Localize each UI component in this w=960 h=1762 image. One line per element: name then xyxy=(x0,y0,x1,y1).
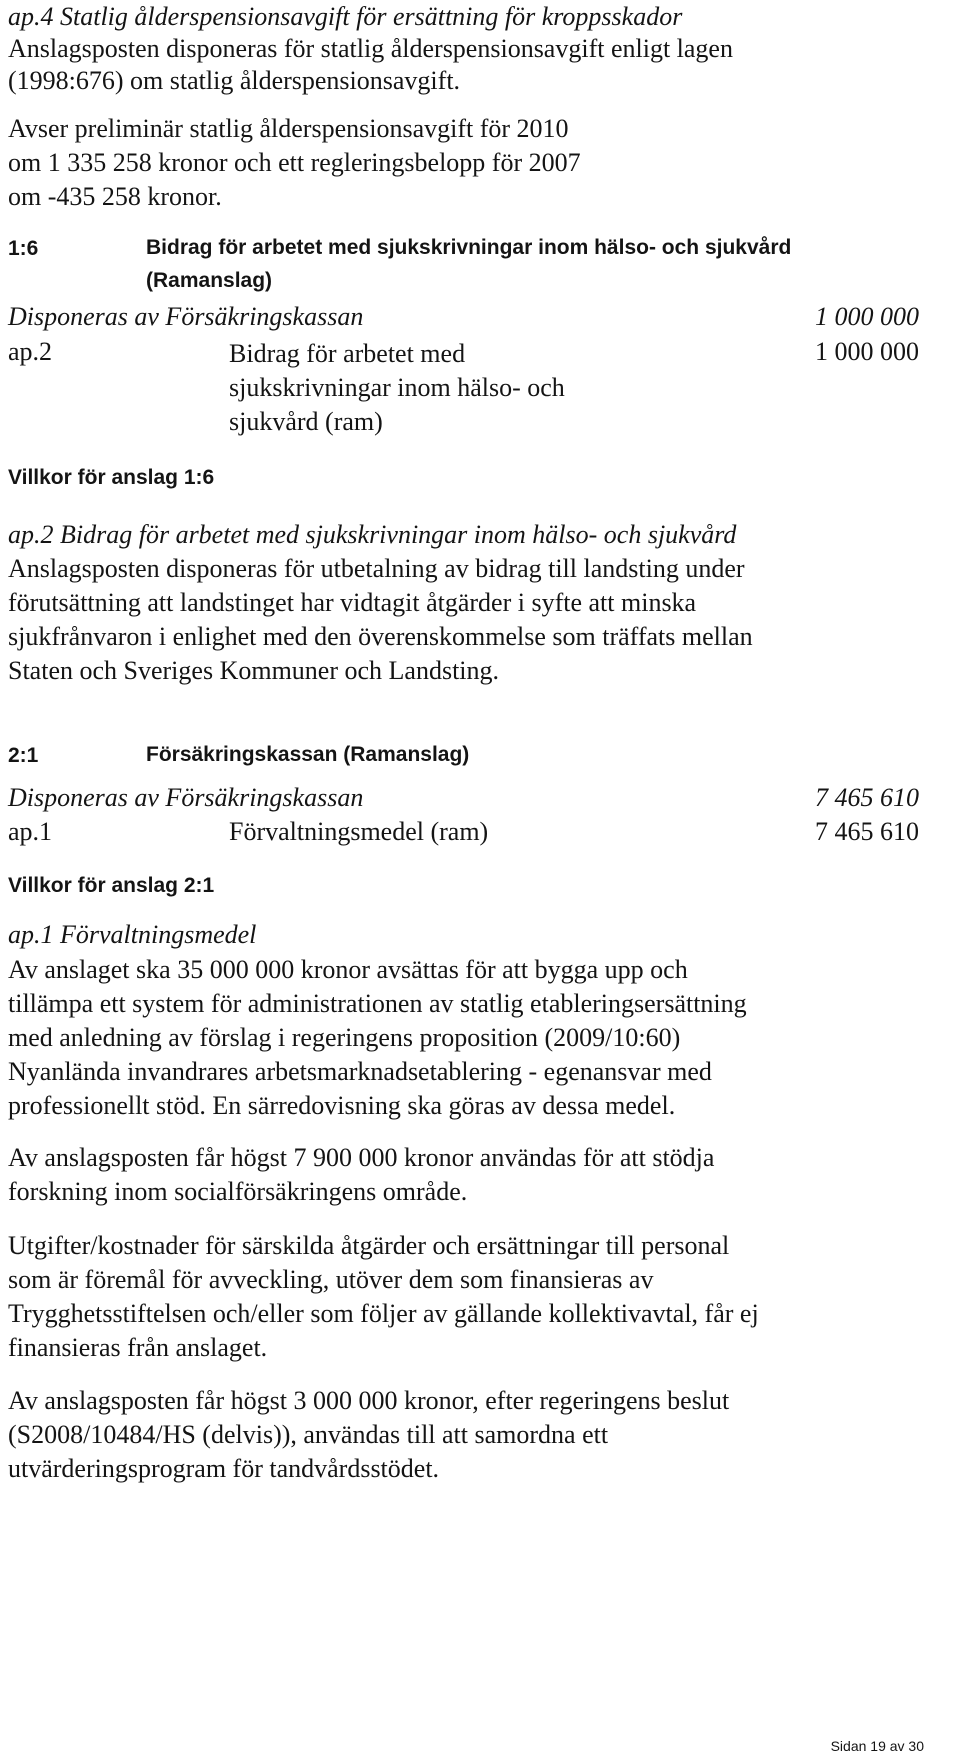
paragraph-line: Anslagsposten disponeras för utbetalning av bidrag till landsting under xyxy=(8,554,745,583)
paragraph-line: tillämpa ett system för administrationen av statlig etableringsersättning xyxy=(8,989,747,1018)
paragraph-line: med anledning av förslag i regeringens proposition (2009/10:60) xyxy=(8,1023,681,1052)
conditions-heading: Villkor för anslag 2:1 xyxy=(8,874,215,897)
paragraph-line: Staten och Sveriges Kommuner och Landsting. xyxy=(8,656,500,685)
paragraph-line: professionellt stöd. En särredovisning ska göras av dessa medel. xyxy=(8,1091,676,1120)
paragraph-line: om 1 335 258 kronor och ett regleringsbelopp för 2007 xyxy=(8,148,581,177)
paragraph-line: Av anslagsposten får högst 3 000 000 kronor, efter regeringens beslut xyxy=(8,1386,730,1415)
section-heading-ap4: ap.4 Statlig ålderspensionsavgift för ersättning för kroppsskador xyxy=(8,2,683,31)
condition-title: ap.1 Förvaltningsmedel xyxy=(8,920,257,949)
item-amount: 1 000 000 xyxy=(815,337,919,366)
item-amount: 7 465 610 xyxy=(815,817,919,846)
disposed-by-amount: 1 000 000 xyxy=(815,302,919,331)
disposed-by-amount: 7 465 610 xyxy=(815,783,919,812)
disposed-by-label: Disponeras av Försäkringskassan xyxy=(8,783,364,812)
paragraph-line: Avser preliminär statlig ålderspensionsavgift för 2010 xyxy=(8,114,569,143)
paragraph-line: utvärderingsprogram för tandvårdsstödet. xyxy=(8,1454,440,1483)
paragraph-line: finansieras från anslaget. xyxy=(8,1333,268,1362)
condition-title: ap.2 Bidrag för arbetet med sjukskrivningar inom hälso- och sjukvård xyxy=(8,520,737,549)
paragraph-line: Utgifter/kostnader för särskilda åtgärder och ersättningar till personal xyxy=(8,1231,730,1260)
appropriation-title: Försäkringskassan (Ramanslag) xyxy=(146,743,470,766)
item-name: Förvaltningsmedel (ram) xyxy=(229,817,489,846)
item-name-line: sjukskrivningar inom hälso- och xyxy=(229,373,565,402)
conditions-heading: Villkor för anslag 1:6 xyxy=(8,466,215,489)
paragraph-line: forskning inom socialförsäkringens område. xyxy=(8,1177,468,1206)
paragraph-line: (1998:676) om statlig ålderspensionsavgift. xyxy=(8,66,461,95)
paragraph-line: som är föremål för avveckling, utöver dem som finansieras av xyxy=(8,1265,654,1294)
paragraph-line: (S2008/10484/HS (delvis)), användas till att samordna ett xyxy=(8,1420,609,1449)
paragraph-line: Trygghetsstiftelsen och/eller som följer av gällande kollektivavtal, får ej xyxy=(8,1299,759,1328)
disposed-by-label: Disponeras av Försäkringskassan xyxy=(8,302,364,331)
item-name-line: sjukvård (ram) xyxy=(229,407,383,436)
appropriation-title-line: Bidrag för arbetet med sjukskrivningar inom hälso- och sjukvård xyxy=(146,236,792,259)
paragraph-line: Av anslaget ska 35 000 000 kronor avsättas för att bygga upp och xyxy=(8,955,688,984)
paragraph-line: sjukfrånvaron i enlighet med den överenskommelse som träffats mellan xyxy=(8,622,753,651)
page-number: Sidan 19 av 30 xyxy=(830,1738,924,1754)
paragraph-line: om -435 258 kronor. xyxy=(8,182,222,211)
appropriation-title-line: (Ramanslag) xyxy=(146,269,273,292)
item-code: ap.2 xyxy=(8,337,53,366)
paragraph-line: Av anslagsposten får högst 7 900 000 kronor användas för att stödja xyxy=(8,1143,715,1172)
item-code: ap.1 xyxy=(8,817,53,846)
paragraph-line: Nyanlända invandrares arbetsmarknadsetablering - egenansvar med xyxy=(8,1057,712,1086)
appropriation-number: 1:6 xyxy=(8,237,39,260)
paragraph-line: förutsättning att landstinget har vidtagit åtgärder i syfte att minska xyxy=(8,588,697,617)
item-name-line: Bidrag för arbetet med xyxy=(229,339,466,368)
appropriation-number: 2:1 xyxy=(8,744,39,767)
paragraph-line: Anslagsposten disponeras för statlig ålderspensionsavgift enligt lagen xyxy=(8,34,733,63)
